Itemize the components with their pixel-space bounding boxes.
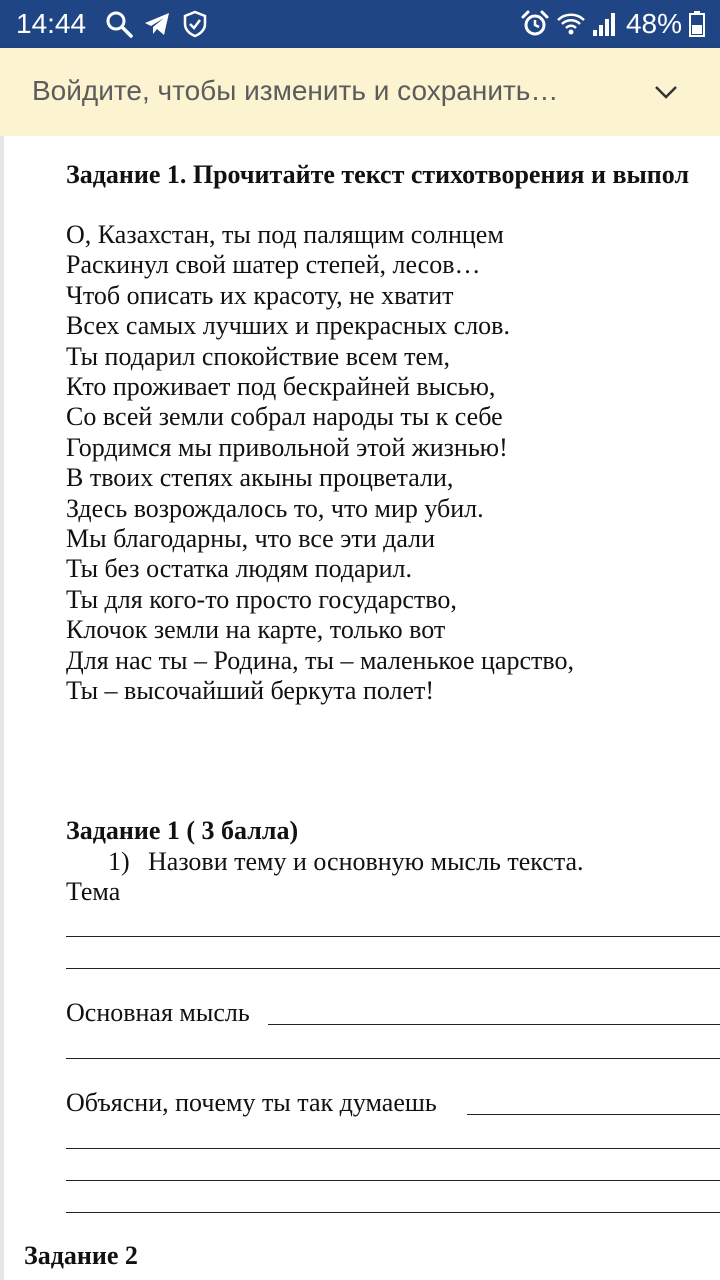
poem-line: Раскинул свой шатер степей, лесов… <box>66 250 481 280</box>
poem-line: Со всей земли собрал народы ты к себе <box>66 402 503 432</box>
question-number: 1) <box>108 847 130 876</box>
signal-icon <box>590 9 620 39</box>
sign-in-banner-text: Войдите, чтобы изменить и сохранить… <box>32 75 559 106</box>
sign-in-banner[interactable] <box>0 48 720 136</box>
poem-line: О, Казахстан, ты под палящим солнцем <box>66 220 504 249</box>
poem-line: Клочок земли на карте, только вот <box>66 615 446 645</box>
poem-line: Ты для кого-то просто государство, <box>66 584 457 614</box>
explain-answer-line-4[interactable] <box>66 1212 720 1213</box>
poem-line: Ты – высочайший беркута полет! <box>66 676 435 706</box>
task1-points-heading: Задание 1 ( 3 балла) <box>66 816 299 845</box>
poem-line: Всех самых лучших и прекрасных слов. <box>66 311 510 341</box>
poem-line: Ты подарил спокойствие всем тем, <box>66 341 451 371</box>
theme-answer-line-1[interactable] <box>66 936 720 937</box>
poem-line: Здесь возрождалось то, что мир убил. <box>66 493 484 523</box>
poem-line: Гордимся мы привольной этой жизнью! <box>66 432 508 462</box>
battery-icon <box>688 9 706 39</box>
poem-line: Кто проживает под бескрайней высью, <box>66 372 496 402</box>
theme-label: Тема <box>66 877 121 906</box>
main-idea-answer-line-2[interactable] <box>66 1058 720 1059</box>
poem-line: Мы благодарны, что все эти дали <box>66 524 436 554</box>
telegram-icon <box>142 9 172 39</box>
battery-percent: 48% <box>625 8 682 39</box>
main-idea-label: Основная мысль <box>66 998 250 1027</box>
task2-title: Задание 2 <box>24 1241 138 1270</box>
question-text: Назови тему и основную мысль текста. <box>148 847 584 876</box>
explain-answer-line-2[interactable] <box>66 1148 720 1149</box>
poem-line: Ты без остатка людям подарил. <box>66 554 412 584</box>
theme-answer-line-2[interactable] <box>66 968 720 969</box>
document-page <box>0 136 720 1280</box>
status-bar <box>0 0 720 48</box>
page-edge-shadow <box>0 136 4 1280</box>
explain-label: Объясни, почему ты так думаешь <box>66 1088 437 1117</box>
chevron-down-icon[interactable] <box>652 78 680 106</box>
main-idea-answer-line-1[interactable] <box>268 1024 720 1025</box>
wifi-icon <box>556 9 586 39</box>
poem-line: В твоих степях акыны процветали, <box>66 463 454 493</box>
shield-icon <box>180 9 210 39</box>
explain-answer-line-1[interactable] <box>467 1114 720 1115</box>
poem-line: Для нас ты – Родина, ты – маленькое царство, <box>66 645 574 675</box>
poem <box>66 220 574 707</box>
status-time: 14:44 <box>16 8 87 39</box>
explain-answer-line-3[interactable] <box>66 1180 720 1181</box>
alarm-icon <box>520 9 550 39</box>
poem-line: Чтоб описать их красоту, не хватит <box>66 280 454 310</box>
search-icon <box>104 9 134 39</box>
task1-title: Задание 1. Прочитайте текст стихотворения и выпол <box>66 160 690 189</box>
